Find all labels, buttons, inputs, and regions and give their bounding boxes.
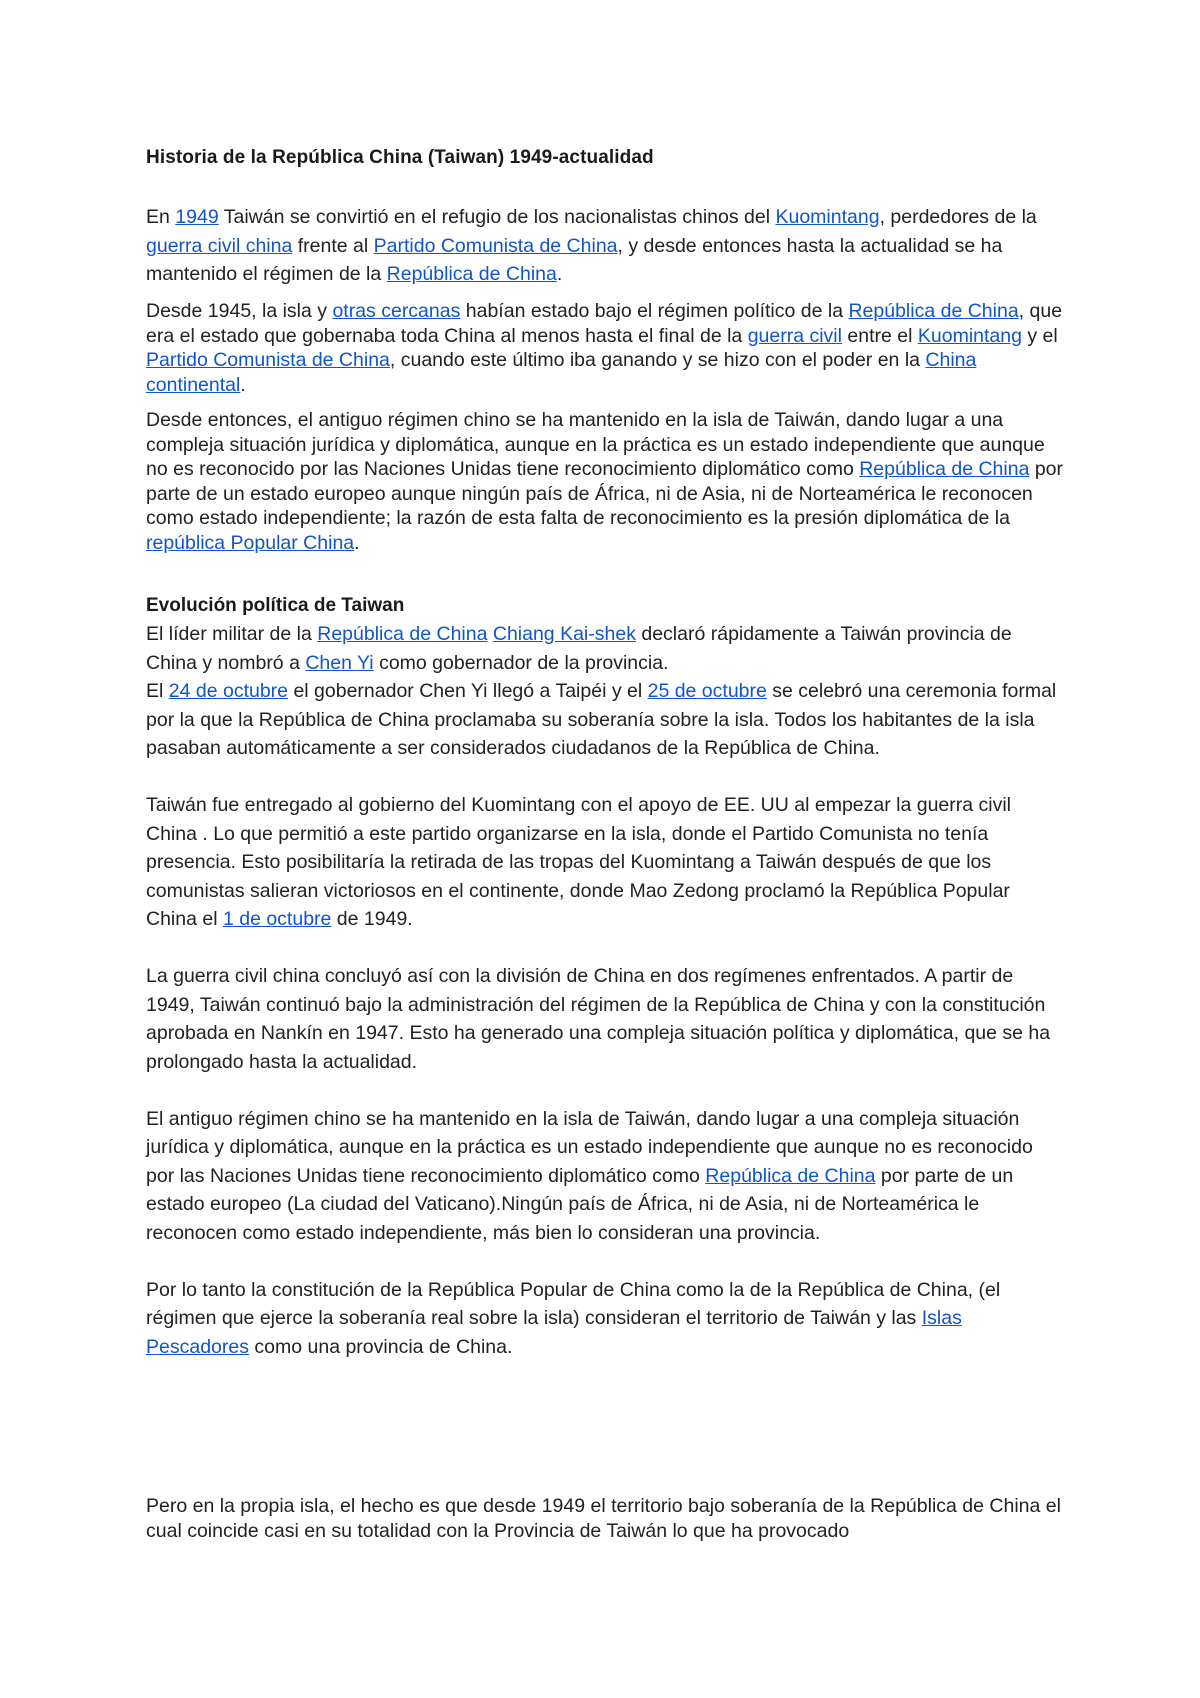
link-islas-pescadores[interactable]: Islas Pescadores: [146, 1307, 962, 1358]
link-kuomintang[interactable]: Kuomintang: [917, 324, 1022, 347]
link-partido-comunista[interactable]: Partido Comunista de China: [146, 349, 390, 371]
section-paragraph: Por lo tanto la constitución de la República Popular de China como la de la República de China, (el régimen que ejerce la soberanía real sobre la isla) consideran el territorio de Taiwán y las Islas Pescadores como una provincia de China.: [146, 1278, 1001, 1358]
section-heading: Evolución política de Taiwan: [146, 595, 405, 616]
link-republica-de-china[interactable]: República de China: [848, 300, 1019, 322]
link-republica-de-china[interactable]: República de China: [386, 263, 557, 285]
link-kuomintang[interactable]: Kuomintang: [775, 206, 880, 228]
link-otras-cercanas[interactable]: otras cercanas: [332, 300, 461, 322]
link-chiang-kai-shek[interactable]: Chiang Kai-shek: [492, 623, 636, 645]
intro-paragraph: En 1949 Taiwán se convirtió en el refugio de los nacionalistas chinos del Kuomintang, perdedores de la guerra civil china frente al Partido Comunista de China, y desde entonces hasta la actualidad se ha mantenido el régimen de la República de China.: [146, 206, 1037, 285]
link-24-de-octubre[interactable]: 24 de octubre: [168, 680, 289, 702]
closing-paragraph: Pero en la propia isla, el hecho es que desde 1949 el territorio bajo soberanía de la República de China el cual coincide casi en su totalidad con la Provincia de Taiwán lo que ha provocado: [146, 1495, 1061, 1542]
link-china-continental[interactable]: China continental: [146, 349, 977, 396]
link-republica-de-china[interactable]: República de China: [317, 623, 488, 645]
link-partido-comunista[interactable]: Partido Comunista de China: [373, 234, 618, 257]
context-paragraph: Desde 1945, la isla y otras cercanas habían estado bajo el régimen político de la República de China, que era el estado que gobernaba toda China al menos hasta el final de la guerra civil entre el Kuomintang y el Partido Comunista de China, cuando este último iba ganando y se hizo con el poder en la China continental.: [146, 300, 1063, 396]
recognition-paragraph: Desde entonces, el antiguo régimen chino se ha mantenido en la isla de Taiwán, dando lugar a una compleja situación jurídica y diplomática, aunque en la práctica es un estado independiente que aunque no es reconocido por las Naciones Unidas tiene reconocimiento diplomático como República de China por parte de un estado europeo aunque ningún país de África, ni de Asia, ni de Norteamérica le reconocen como estado independiente; la razón de esta falta de reconocimiento es la presión diplomática de la república Popular China.: [146, 409, 1064, 554]
section-paragraph: El líder militar de la República de China Chiang Kai-shek declaró rápidamente a Taiwán provincia de China y nombró a Chen Yi como gobernador de la provincia.: [146, 623, 1012, 674]
section-paragraph: El antiguo régimen chino se ha mantenido en la isla de Taiwán, dando lugar a una compleja situación jurídica y diplomática, aunque en la práctica es un estado independiente que aunque no es reconocido por las Naciones Unidas tiene reconocimiento diplomático como República de China por parte de un estado europeo (La ciudad del Vaticano).Ningún país de África, ni de Asia, ni de Norteamérica le reconocen como estado independiente, más bien lo consideran una provincia.: [146, 1107, 1033, 1244]
link-1-de-octubre[interactable]: 1 de octubre: [222, 908, 332, 930]
section-paragraph: Taiwán fue entregado al gobierno del Kuomintang con el apoyo de EE. UU al empezar la guerra civil China . Lo que permitió a este partido organizarse en la isla, donde el Partido Comunista no tenía presencia. Esto posibilitaría la retirada de las tropas del Kuomintang a Taiwán después de que los comunistas salieran victoriosos en el continente, donde Mao Zedong proclamó la República Popular China el 1 de octubre de 1949.: [146, 794, 1012, 930]
link-chen-yi[interactable]: Chen Yi: [305, 651, 374, 674]
link-guerra-civil-china[interactable]: guerra civil china: [146, 234, 293, 257]
section-paragraph: El 24 de octubre el gobernador Chen Yi llegó a Taipéi y el 25 de octubre se celebró una ceremonia formal por la que la República de China proclamaba su soberanía sobre la isla. Todos los habitantes de la isla pasaban automáticamente a ser considerados ciudadanos de la República de China.: [146, 680, 1057, 759]
link-guerra-civil[interactable]: guerra civil: [747, 324, 842, 347]
link-republica-de-china[interactable]: República de China: [705, 1164, 876, 1187]
section-paragraph: La guerra civil china concluyó así con la división de China en dos regímenes enfrentados. A partir de 1949, Taiwán continuó bajo la administración del régimen de la República de China y con la constitución aprobada en Nankín en 1947. Esto ha generado una compleja situación política y diplomática, que se ha prolongado hasta la actualidad.: [146, 965, 1051, 1073]
link-republica-de-china[interactable]: República de China: [859, 458, 1030, 480]
link-republica-popular-china[interactable]: república Popular China: [146, 531, 355, 554]
link-25-de-octubre[interactable]: 25 de octubre: [647, 680, 767, 702]
political-evolution-section: [146, 592, 1066, 1361]
document-title: Historia de la República China (Taiwan) 1949-actualidad: [146, 147, 654, 168]
link-1949[interactable]: 1949: [175, 206, 219, 228]
